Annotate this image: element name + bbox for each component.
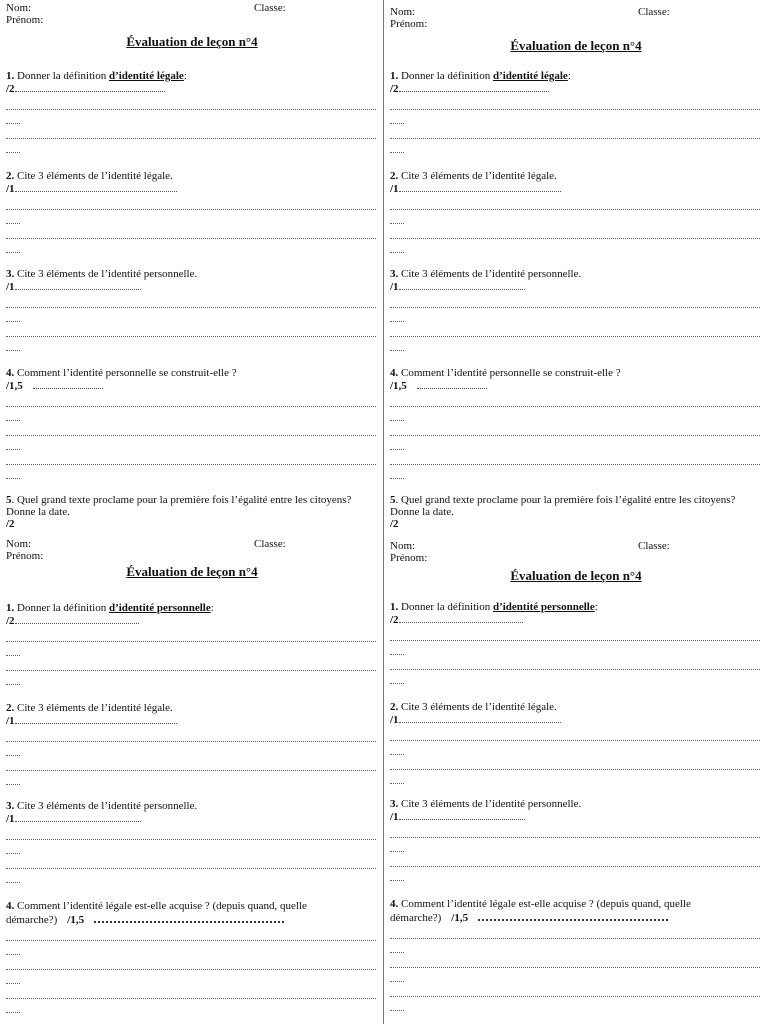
right-column [390,0,762,1024]
question-text: Cite 3 éléments de l’identité légale. [14,170,173,182]
question-number: 4. [390,898,399,910]
question-text: . Quel grand texte proclame pour la première fois l’égalité entre les citoyens? Donne la date. [390,494,736,518]
question-text: Cite 3 éléments de l’identité légale. [398,170,557,182]
left-column [6,0,378,1024]
score: /2 [6,518,15,530]
answer-line[interactable] [6,941,376,955]
score: /1,5 [451,912,469,924]
question-text: Cite 3 éléments de l’identité personnelle. [14,268,198,280]
answer-line[interactable] [6,825,376,840]
answer-line[interactable] [399,810,525,820]
answer-line[interactable] [399,82,549,92]
score: /1 [390,811,399,823]
answer-line[interactable] [6,308,376,322]
answer-line[interactable] [6,671,376,685]
answer-line[interactable] [390,210,760,224]
question-colon: : [183,70,187,82]
question-number: 2. [6,170,15,182]
answer-line[interactable] [6,926,376,941]
answer-line[interactable] [390,655,760,670]
answer-line[interactable] [390,124,760,139]
question-3 [390,798,760,881]
answer-line[interactable] [6,110,376,124]
question-2 [390,170,760,253]
answer-line[interactable] [390,741,760,755]
question-3 [390,268,760,351]
question-term: d’identité personnelle [108,602,211,614]
page-title: Évaluation de leçon n°4 [510,38,642,53]
question-number: 1. [6,70,15,82]
answer-line[interactable] [6,421,376,436]
question-1 [390,601,760,684]
prenom-label: Prénom: [6,14,44,26]
answer-line[interactable] [390,465,760,479]
answer-line[interactable] [6,970,376,984]
answer-line[interactable] [6,656,376,671]
question-text: Cite 3 éléments de l’identité personnelle. [398,798,582,810]
question-text: Cite 3 éléments de l’identité légale. [398,701,557,713]
answer-line[interactable] [6,407,376,421]
score: /2 [390,518,399,530]
question-colon: : [594,601,598,613]
question-number: 2. [390,170,399,182]
question-colon: : [567,70,571,82]
score: /2 [390,614,399,626]
answer-line[interactable] [390,770,760,784]
question-3 [6,268,376,351]
question-text: Donner la définition [14,70,109,82]
question-number: 4. [6,367,15,379]
question-1 [390,70,760,153]
question-number: 4. [6,900,15,912]
answer-line[interactable] [390,852,760,867]
question-text: Comment l’identité légale est-elle acquise ? (depuis quand, quelle démarche?) [390,898,691,924]
nom-label: Nom: [6,538,32,550]
answer-line[interactable] [390,139,760,153]
answer-line[interactable] [6,771,376,785]
question-4 [390,898,760,1011]
question-term: d’identité légale [492,70,568,82]
question-text: Cite 3 éléments de l’identité personnelle. [14,800,198,812]
answer-line[interactable] [390,392,760,407]
answer-line[interactable] [390,436,760,450]
answer-line[interactable] [6,742,376,756]
answer-line[interactable] [390,953,760,968]
score: /2 [6,615,15,627]
question-number: 2. [390,701,399,713]
score: /1 [390,281,399,293]
answer-line[interactable] [6,139,376,153]
answer-line[interactable] [6,239,376,253]
answer-line[interactable] [390,110,760,124]
answer-line[interactable] [390,322,760,337]
question-4 [6,367,376,479]
answer-line[interactable] [6,322,376,337]
question-number: 5 [6,494,12,506]
classe-label: Classe: [254,538,286,550]
answer-line[interactable] [6,224,376,239]
score: /1 [6,715,15,727]
question-4 [6,900,376,1013]
answer-line[interactable] [6,124,376,139]
header [6,0,378,28]
answer-line[interactable] [390,337,760,351]
question-number: 3. [390,798,399,810]
answer-line[interactable] [478,910,668,921]
answer-line[interactable] [15,614,139,624]
answer-line[interactable] [6,627,376,642]
question-text: Cite 3 éléments de l’identité légale. [14,702,173,714]
score: /1,5 [6,380,23,392]
sheet-top-right [390,4,762,60]
answer-line[interactable] [6,756,376,771]
answer-line[interactable] [15,182,177,192]
answer-line[interactable] [390,195,760,210]
answer-line[interactable] [6,293,376,308]
answer-line[interactable] [94,912,284,923]
question-5 [390,494,760,530]
answer-line[interactable] [390,407,760,421]
header [6,536,378,564]
score: /1 [6,813,15,825]
answer-line[interactable] [417,379,487,389]
question-term: d’identité légale [108,70,184,82]
sheet-bottom-right [390,538,762,590]
answer-line[interactable] [6,95,376,110]
classe-label: Classe: [254,2,286,14]
question-text: Cite 3 éléments de l’identité personnelle. [398,268,582,280]
answer-line[interactable] [390,626,760,641]
question-2 [6,702,376,785]
prenom-label: Prénom: [390,18,428,30]
question-number: 3. [6,268,15,280]
question-text: Donner la définition [398,601,493,613]
answer-line[interactable] [6,869,376,883]
prenom-label: Prénom: [6,550,44,562]
question-term: d’identité personnelle [492,601,595,613]
answer-line[interactable] [390,838,760,852]
question-text: Comment l’identité légale est-elle acquise ? (depuis quand, quelle démarche?) [6,900,307,926]
answer-line[interactable] [390,95,760,110]
answer-line[interactable] [390,982,760,997]
question-number: 1. [390,70,399,82]
question-text: Comment l’identité personnelle se construit-elle ? [398,367,621,379]
sheet-top-left [6,0,378,56]
page-title: Évaluation de leçon n°4 [126,564,258,579]
answer-line[interactable] [6,727,376,742]
answer-line[interactable] [15,812,141,822]
answer-line[interactable] [6,436,376,450]
header [390,538,762,566]
question-number: 3. [6,800,15,812]
page-title: Évaluation de leçon n°4 [126,34,258,49]
nom-label: Nom: [390,6,416,18]
answer-line[interactable] [390,968,760,982]
question-number: 1. [6,602,15,614]
answer-line[interactable] [33,379,103,389]
question-number: 3. [390,268,399,280]
answer-line[interactable] [390,939,760,953]
score: /1 [6,281,15,293]
answer-line[interactable] [390,239,760,253]
answer-line[interactable] [390,867,760,881]
question-3 [6,800,376,883]
answer-line[interactable] [390,421,760,436]
score: /2 [6,83,15,95]
question-text: Comment l’identité personnelle se construit-elle ? [14,367,237,379]
score: /1,5 [67,914,85,926]
answer-line[interactable] [6,854,376,869]
score: /1 [6,183,15,195]
question-5 [6,494,376,530]
question-number: 4. [390,367,399,379]
answer-line[interactable] [390,997,760,1011]
page-title: Évaluation de leçon n°4 [510,568,642,583]
answer-line[interactable] [15,82,165,92]
question-text: Donner la définition [398,70,493,82]
classe-label: Classe: [638,540,670,552]
question-1 [6,602,376,685]
score: /2 [390,83,399,95]
answer-line[interactable] [390,641,760,655]
answer-line[interactable] [6,984,376,999]
answer-line[interactable] [6,465,376,479]
answer-line[interactable] [399,280,525,290]
question-number: 2. [6,702,15,714]
question-text: Donner la définition [14,602,109,614]
answer-line[interactable] [6,210,376,224]
question-4 [390,367,760,479]
answer-line[interactable] [6,999,376,1013]
answer-line[interactable] [390,924,760,939]
answer-line[interactable] [399,713,561,723]
score: /1 [390,714,399,726]
answer-line[interactable] [390,670,760,684]
answer-line[interactable] [6,840,376,854]
column-divider [383,0,384,1024]
answer-line[interactable] [390,823,760,838]
answer-line[interactable] [6,642,376,656]
header [390,4,762,32]
question-1 [6,70,376,153]
answer-line[interactable] [15,280,141,290]
score: /1 [390,183,399,195]
answer-line[interactable] [390,293,760,308]
answer-line[interactable] [6,955,376,970]
nom-label: Nom: [6,2,32,14]
answer-line[interactable] [390,755,760,770]
answer-line[interactable] [390,224,760,239]
answer-line[interactable] [6,195,376,210]
answer-line[interactable] [399,182,561,192]
answer-line[interactable] [15,714,177,724]
answer-line[interactable] [6,392,376,407]
score: /1,5 [390,380,407,392]
prenom-label: Prénom: [390,552,428,564]
answer-line[interactable] [6,337,376,351]
question-number: 5 [390,494,396,506]
sheet-bottom-left [6,536,378,586]
answer-line[interactable] [399,613,523,623]
answer-line[interactable] [390,450,760,465]
question-2 [6,170,376,253]
question-number: 1. [390,601,399,613]
question-text: . Quel grand texte proclame pour la première fois l’égalité entre les citoyens? Donne la date. [6,494,352,518]
nom-label: Nom: [390,540,416,552]
question-colon: : [210,602,214,614]
classe-label: Classe: [638,6,670,18]
answer-line[interactable] [390,726,760,741]
question-2 [390,701,760,784]
answer-line[interactable] [390,308,760,322]
answer-line[interactable] [6,450,376,465]
